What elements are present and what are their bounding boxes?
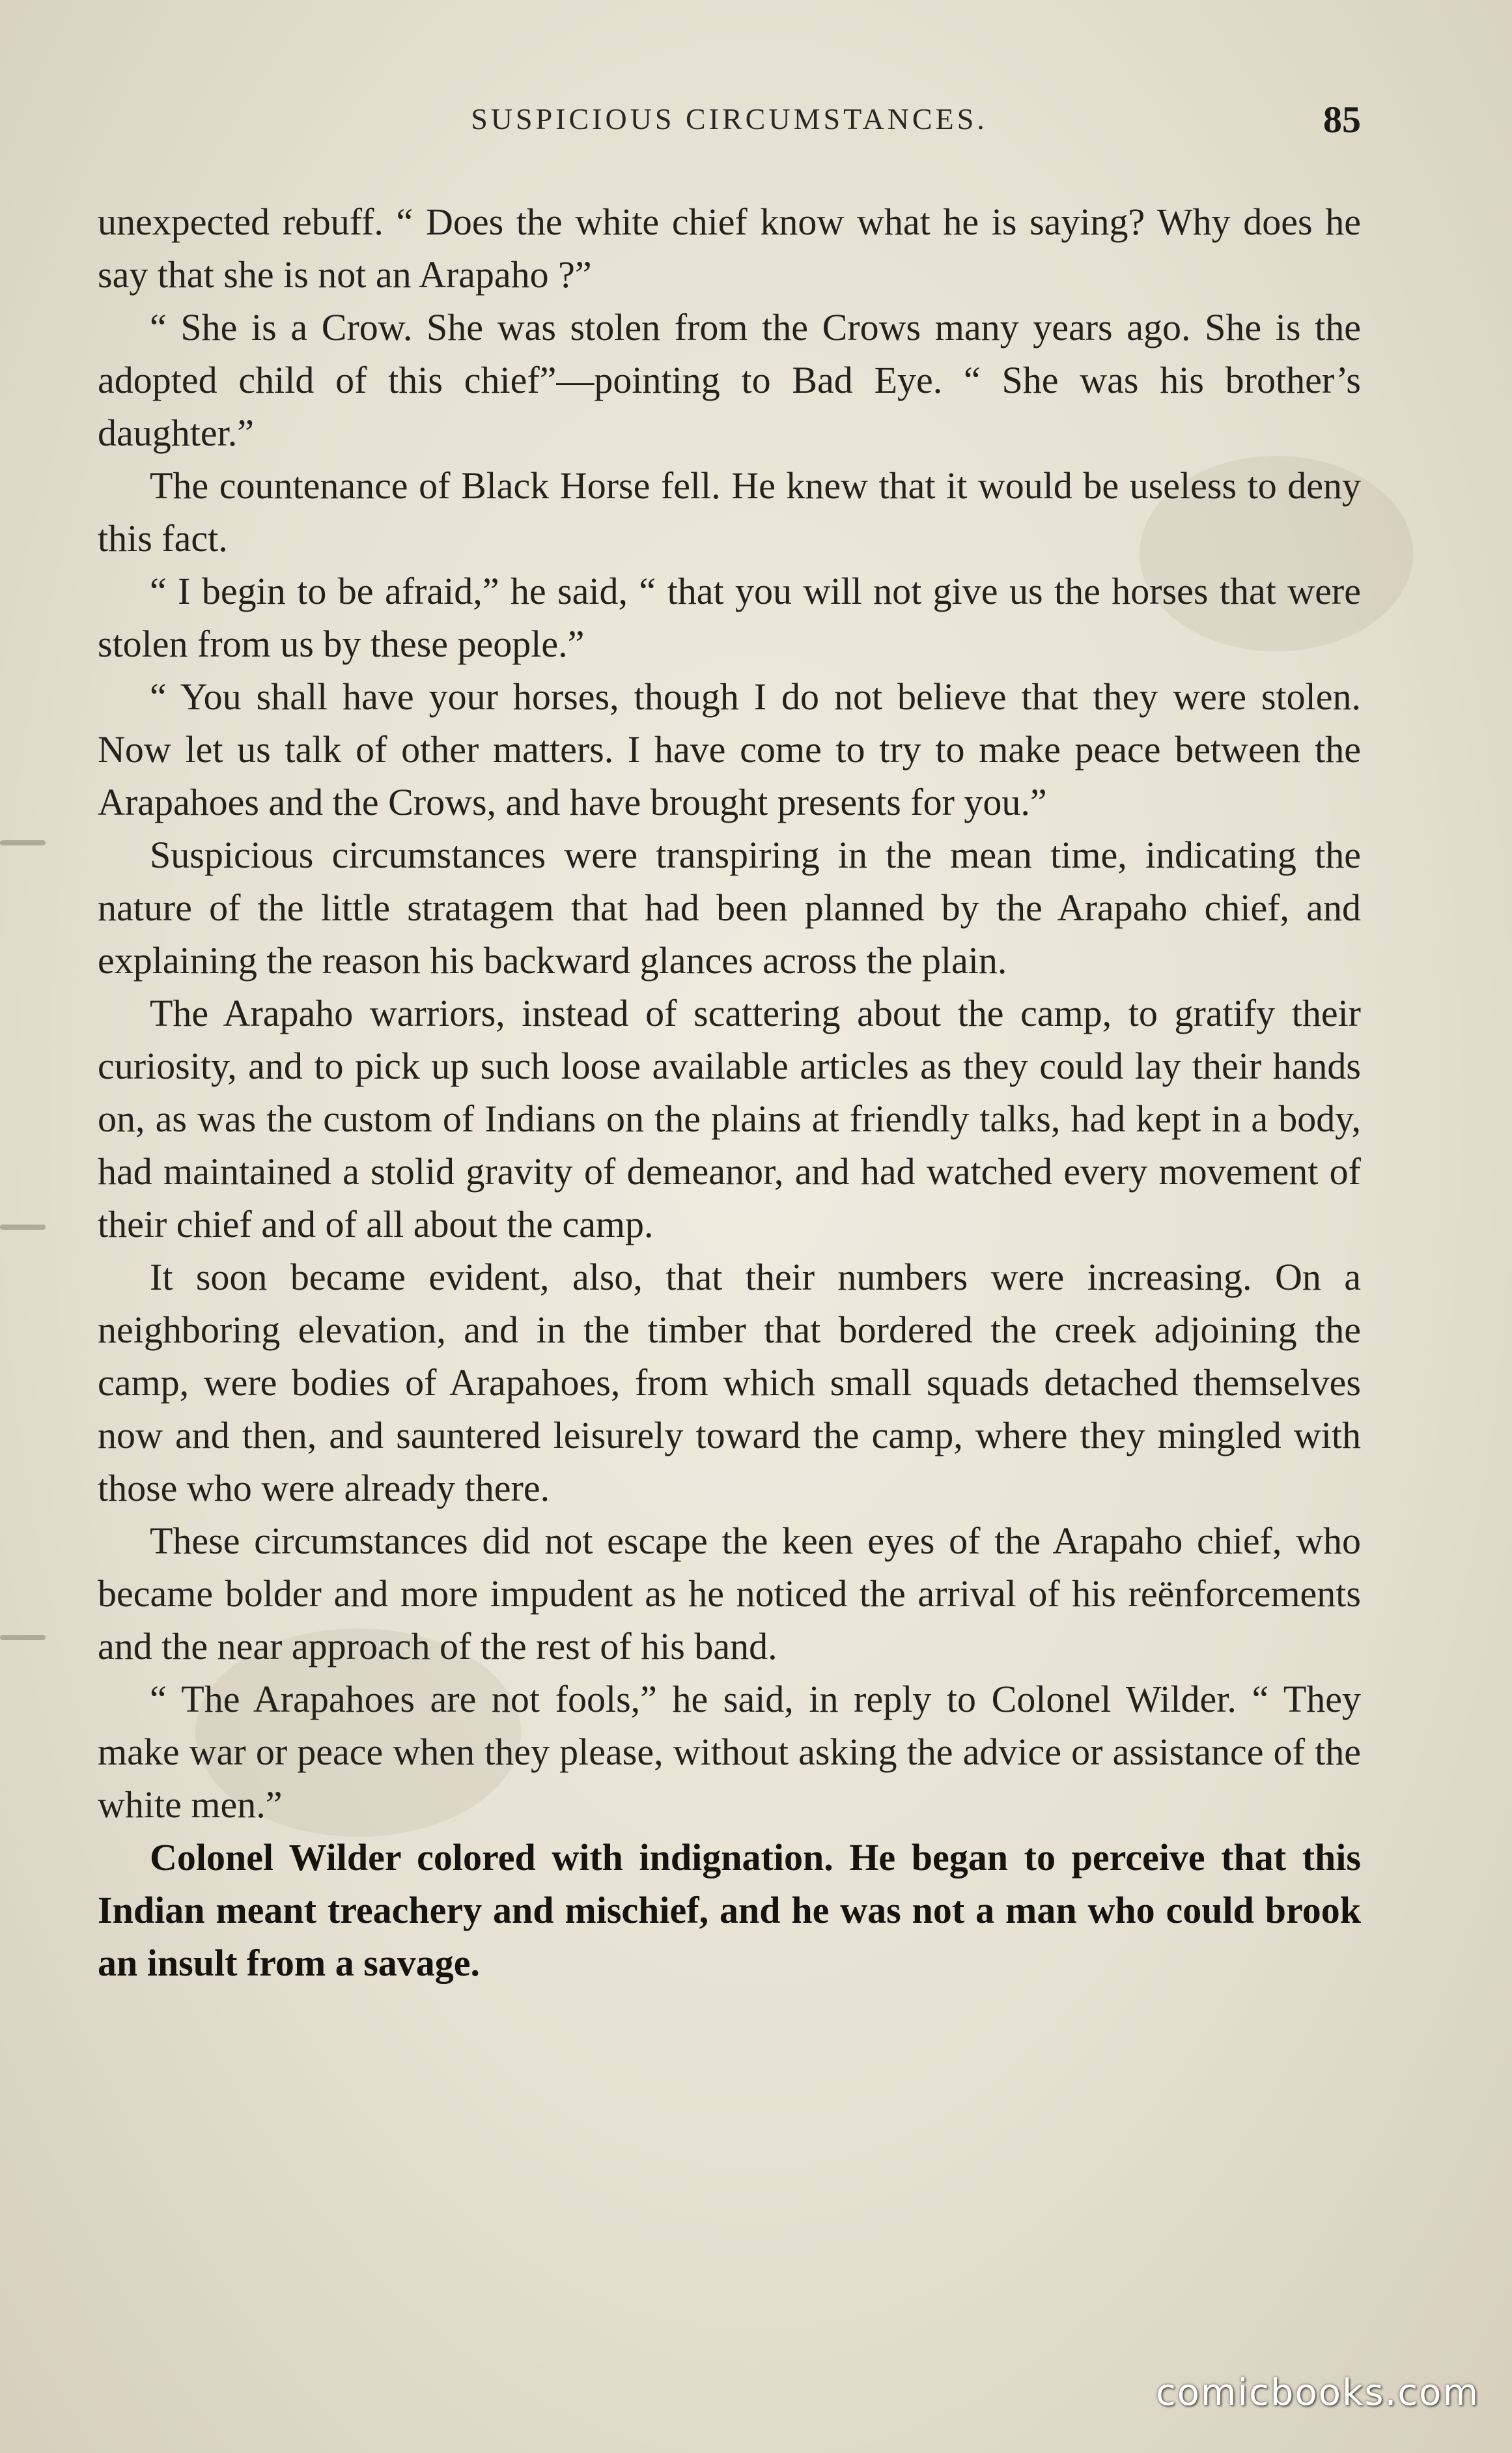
paragraph: “ You shall have your horses, though I do not believe that they were stolen. Now let us talk of other matters. I have come to try to make peace between the Arapahoes and the Crows, and have brought presents for you.” bbox=[98, 675, 1361, 823]
paragraph: “ The Arapahoes are not fools,” he said, in reply to Colonel Wilder. “ They make war or peace when they please, without asking the advice or assistance of the white men.” bbox=[98, 1678, 1361, 1826]
binding-hole bbox=[0, 1225, 46, 1230]
paragraph: The countenance of Black Horse fell. He knew that it would be useless to deny this fact. bbox=[98, 464, 1361, 560]
paragraph: “ She is a Crow. She was stolen from the Crows many years ago. She is the adopted child of this chief”—pointing to Bad Eye. “ She was his brother’s daughter.” bbox=[98, 306, 1361, 454]
page-header bbox=[98, 98, 1361, 143]
running-title: SUSPICIOUS CIRCUMSTANCES. bbox=[471, 102, 988, 135]
watermark: comicbooks.com bbox=[1155, 2372, 1479, 2414]
page-number: 85 bbox=[1323, 98, 1361, 141]
paragraph: The Arapaho warriors, instead of scattering about the camp, to gratify their curiosity, and to pick up such loose available articles as they could lay their hands on, as was the custom of Indians on the plains at friendly talks, had kept in a body, had maintained a stolid gravity of demeanor, and had watched every movement of their chief and of all about the camp. bbox=[98, 992, 1361, 1245]
paragraph: Suspicious circumstances were transpiring in the mean time, indicating the nature of the little stratagem that had been planned by the Arapaho chief, and explaining the reason his backward glances across the plain. bbox=[98, 834, 1361, 982]
paragraph: unexpected rebuff. “ Does the white chief know what he is saying? Why does he say that she is not an Arapaho ?” bbox=[98, 201, 1361, 296]
paragraph: “ I begin to be afraid,” he said, “ that you will not give us the horses that were stolen from us by these people.” bbox=[98, 570, 1361, 665]
body-text bbox=[98, 195, 1361, 1989]
binding-hole bbox=[0, 840, 46, 845]
paragraph: It soon became evident, also, that their numbers were increasing. On a neighboring elevation, and in the timber that bordered the creek adjoining the camp, were bodies of Arapahoes, from which small squads detached themselves now and then, and sauntered leisurely toward the camp, where they mingled with those who were already there. bbox=[98, 1256, 1361, 1509]
binding-hole bbox=[0, 1635, 46, 1640]
paragraph: These circumstances did not escape the keen eyes of the Arapaho chief, who became bolder and more impudent as he noticed the arrival of his reënforcements and the near approach of the rest of his band. bbox=[98, 1520, 1361, 1667]
paragraph: Colonel Wilder colored with indignation. He began to perceive that this Indian meant treachery and mischief, and he was not a man who could brook an insult from a savage. bbox=[98, 1836, 1361, 1984]
